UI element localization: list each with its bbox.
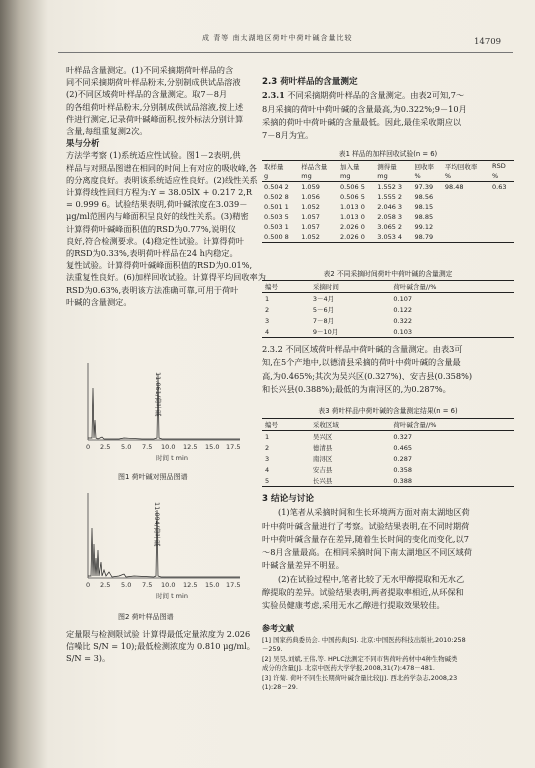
- table-row: [262, 304, 514, 315]
- table-cell: 1.057: [301, 213, 320, 221]
- tick-label: 2.5: [100, 581, 111, 589]
- column-header: 加入量: [340, 162, 360, 171]
- table-cell: 2: [265, 305, 270, 314]
- table-row: [262, 232, 514, 243]
- text-line: 叶中荷叶碱含量进行了考察。试验结果表明,在不同时期荷: [262, 520, 470, 531]
- section-heading: 果与分析: [66, 138, 100, 149]
- table-2: [262, 280, 514, 338]
- references-list: [262, 636, 518, 692]
- tick-label: 10.0: [161, 443, 176, 451]
- table-cell: 0.327: [393, 432, 413, 441]
- tick-label: 12.5: [183, 581, 198, 589]
- text-line: 同不同采摘期荷叶样品粉末,分别制成供试品溶液: [66, 77, 241, 88]
- table-cell: 1: [265, 432, 270, 441]
- text-line: S/N = 3)。: [66, 653, 111, 664]
- table-cell: 4: [265, 465, 270, 474]
- table-cell: 98.48: [444, 183, 464, 191]
- text-line: 的分离度良好。表明该系统适应性良好。(2)线性关系: [66, 174, 258, 185]
- table-cell: 德清县: [312, 444, 333, 452]
- text-line: 叶样品含量测定。(1)不同采摘期荷叶样品的含: [66, 65, 234, 75]
- table-cell: 0.506 5: [340, 183, 365, 191]
- table-row: [262, 442, 514, 453]
- page-number: 14709: [474, 37, 502, 47]
- figure-2-chromatogram: [64, 488, 248, 610]
- text-line: 叶中荷叶碱含量存在差异,随着生长时间的变化而变化,以7: [262, 533, 469, 544]
- column-unit: g: [264, 172, 269, 180]
- table-cell: 安吉县: [312, 466, 333, 474]
- column-header: 荷叶碱含量//%: [393, 421, 437, 429]
- table-cell: 1: [265, 294, 270, 303]
- column-header: RSD: [492, 162, 506, 170]
- subsection-number: 2.3.1: [262, 90, 285, 101]
- column-header: 回收率: [414, 162, 434, 171]
- tick-label: 15.0: [205, 443, 220, 451]
- column-header: 采摘时间: [312, 283, 339, 291]
- column-unit: %: [444, 172, 452, 180]
- references-heading: 参考文献: [262, 624, 294, 633]
- table-cell: 1.552 3: [377, 183, 403, 191]
- table-cell: 0.322: [393, 316, 413, 325]
- table-cell: [443, 222, 490, 232]
- table-cell: 98.85: [414, 213, 434, 221]
- table-cell: 2: [265, 443, 270, 452]
- text-line: 件进行测定,记录荷叶碱峰面积,按外标法分别计算: [66, 113, 244, 124]
- chromatogram-trace: [88, 510, 240, 577]
- text-line: 含量,每组重复测2次。: [66, 126, 148, 137]
- table-cell: 吴兴区: [312, 433, 333, 441]
- table-cell: 1.059: [301, 183, 320, 191]
- tick-label: 17.5: [226, 443, 241, 451]
- text-line: 定量限与检测限试验 计算得最低定量浓度为 2.026: [66, 629, 251, 639]
- table-cell: 0.287: [393, 454, 413, 463]
- table-cell: [443, 192, 490, 202]
- table-3-caption: 表3 荷叶样品中荷叶碱的含量测定结果(n = 6): [318, 407, 458, 415]
- peak-label: 11.094/荷叶碱: [153, 502, 161, 547]
- table-cell: 0.103: [393, 327, 413, 336]
- tick-label: 5.0: [121, 443, 132, 451]
- text-line: 高,为0.465%;其次为吴兴区(0.327%)、安吉县(0.358%): [262, 370, 473, 381]
- tick-label: 15.0: [205, 581, 220, 589]
- table-cell: 1.052: [301, 233, 320, 241]
- tick-label: 5.0: [121, 581, 132, 589]
- text-line: 计算得荷叶碱峰面积值的RSD为0.77%,说明仪: [66, 223, 236, 234]
- table-cell: 98.56: [414, 193, 434, 201]
- column-header: 编号: [265, 421, 278, 429]
- table-cell: 0.503 1: [264, 223, 289, 231]
- table-cell: 99.12: [414, 223, 434, 231]
- text-line: (1)笔者从采摘时间和生长环境两方面对南太湖地区荷: [278, 507, 470, 518]
- table-cell: [490, 202, 514, 212]
- table-cell: 1.555 2: [377, 193, 403, 201]
- table-cell: 3.065 2: [377, 223, 403, 231]
- table-cell: 1.013 0: [340, 203, 365, 211]
- table-cell: 5: [265, 476, 270, 485]
- table-cell: 0.358: [393, 465, 413, 474]
- table-cell: 1.052: [301, 203, 320, 211]
- table-row: [262, 464, 514, 475]
- text-line: 叶碱的含量测定。: [66, 296, 132, 307]
- figure-1-caption: 图1 荷叶碱对照品图谱: [118, 473, 188, 481]
- table-cell: 98.15: [414, 203, 434, 211]
- table-row: [262, 192, 514, 202]
- text-line: 醇提取的差异。试验结果表明,两者提取率相近,从环保和: [262, 587, 464, 598]
- table-cell: 0.503 5: [264, 213, 289, 221]
- text-line: RSD为0.63%,表明该方法准确可靠,可用于荷叶: [66, 284, 239, 295]
- reference-item: －259.: [262, 645, 283, 654]
- table-cell: 1.056: [301, 193, 320, 201]
- table-row: [262, 222, 514, 232]
- text-line: μg/ml范围内与峰面积呈良好的线性关系。(3)精密: [66, 211, 249, 222]
- column-header: 采收区域: [312, 421, 339, 429]
- table-cell: 0.465: [393, 443, 413, 452]
- text-line: 信噪比 S/N = 10);最低检测浓度为 0.810 μg/ml。: [66, 641, 255, 652]
- text-line: (2)在试验过程中,笔者比较了无水甲醇提取和无水乙: [278, 573, 465, 584]
- table-cell: 7－8月: [312, 317, 335, 325]
- left-column-bottom-text: [66, 628, 255, 665]
- left-column-top-text: [66, 64, 266, 308]
- table-cell: 1.057: [301, 223, 320, 231]
- tick-label: 10.0: [161, 581, 176, 589]
- table-cell: 5－6月: [312, 306, 335, 314]
- table-3: [262, 418, 514, 487]
- header-rule: [58, 52, 513, 53]
- table-cell: 0.506 5: [340, 193, 365, 201]
- column-unit: %: [492, 172, 499, 180]
- table-cell: 0.500 8: [264, 233, 289, 241]
- table-cell: [443, 212, 490, 222]
- text-line: 2.3.2 不同区域荷叶样品中荷叶碱的含量测定。由表3可: [262, 344, 463, 354]
- x-tick-labels: [86, 581, 240, 589]
- column-unit: %: [414, 172, 421, 180]
- table-row: [262, 315, 514, 326]
- tick-label: 7.5: [142, 443, 153, 451]
- text-line: 和长兴县(0.388%);最低的为南浔区的,为0.287%。: [262, 383, 451, 394]
- text-line: ～8月含量最高。在相同采摘时间下南太湖地区不同区域荷: [262, 547, 472, 558]
- reference-item: [1] 国家药典委员会. 中国药典[S]. 北京:中国医药科技出版社,2010:258: [262, 636, 466, 644]
- column-header: 荷叶碱含量//%: [393, 283, 437, 291]
- figure-1-chromatogram: [64, 358, 248, 473]
- table-cell: [443, 202, 490, 212]
- table-cell: 0.388: [393, 476, 413, 485]
- text-line: 知,在5个产地中,以德清县采摘的荷叶中荷叶碱的含量最: [262, 357, 461, 368]
- table-cell: 2.026 0: [340, 233, 365, 241]
- table-cell: 9－10月: [312, 328, 339, 336]
- x-tick-labels: [86, 443, 240, 451]
- table-cell: [490, 232, 514, 243]
- section-heading: 2.3 荷叶样品的含量测定: [262, 77, 358, 87]
- column-unit: mg: [301, 172, 312, 180]
- table-cell: [490, 222, 514, 232]
- text-line: 复性试验。计算得荷叶碱峰面积值的RSD为0.01%,: [66, 260, 253, 271]
- table-1: [262, 160, 514, 243]
- tick-label: 7.5: [142, 581, 153, 589]
- table-cell: 3－4月: [312, 295, 335, 303]
- text-line: 方法学考察 (1)系统适应性试验。图1－2表明,供: [66, 150, 241, 161]
- table-cell: 0.501 1: [264, 203, 289, 211]
- table-cell: 2.058 3: [377, 213, 403, 221]
- table-row: [262, 202, 514, 212]
- text-line: 7－8月为宜。: [262, 130, 314, 141]
- column-unit: mg: [340, 172, 351, 180]
- text-line: 采摘的荷叶中荷叶碱的含量最低。因此,最佳采收期应以: [262, 116, 462, 127]
- table-row: [262, 182, 514, 193]
- tick-label: 12.5: [183, 443, 198, 451]
- table-row: [262, 293, 514, 305]
- section-heading: 3 结论与讨论: [262, 494, 314, 504]
- table-cell: 0.504 2: [264, 183, 289, 191]
- running-header: 成 青等 南太湖地区荷叶中荷叶碱含量比较: [202, 34, 353, 42]
- table-cell: 0.122: [393, 305, 413, 314]
- table-row: [262, 475, 514, 487]
- text-line: 8月采摘的荷叶中荷叶碱的含量最高,为0.322%;9－10月: [262, 103, 467, 114]
- text-line: 法重复性良好。(6)加样回收试验。计算得平均回收率为: [66, 272, 266, 283]
- section-2-3: [262, 76, 518, 142]
- tick-label: 2.5: [100, 443, 111, 451]
- reference-item: [3] 许菊. 荷叶不同生长期荷叶碱含量比较[J]. 西北药学杂志,2008,23: [262, 673, 458, 682]
- table-2-caption: 表2 不同采摘时间荷叶中荷叶碱的含量测定: [323, 270, 453, 278]
- x-axis-label: 时间 t min: [156, 454, 188, 462]
- column-header: 样品含量: [301, 162, 328, 171]
- table-cell: 长兴县: [312, 477, 333, 485]
- tick-label: 0: [86, 443, 91, 451]
- table-cell: 0.502 8: [264, 193, 289, 201]
- text-line: 实验员健康考虑,采用无水乙醇进行提取效果较佳。: [262, 600, 445, 611]
- column-unit: mg: [377, 172, 388, 180]
- table-cell: 1.013 0: [340, 213, 365, 221]
- table-cell: 3: [265, 454, 270, 463]
- table-cell: 98.79: [414, 233, 434, 241]
- section-2-3-2: [262, 343, 518, 396]
- table-cell: 97.39: [414, 183, 434, 191]
- column-header: 取样量: [264, 162, 284, 171]
- text-line: 的RSD为0.33%,表明荷叶样品在24 h内稳定。: [66, 248, 238, 259]
- table-cell: 3: [265, 316, 270, 325]
- reference-item: 成分的含量[J]. 北京中医药大学学报,2008,31(7):478－481.: [262, 664, 435, 673]
- table-cell: [490, 212, 514, 222]
- table-cell: [443, 232, 490, 243]
- table-cell: 0.107: [393, 294, 413, 303]
- text-line: 样品与对照品图谱在相同的时间上有对应的吸收峰,各: [66, 162, 257, 173]
- table-cell: 3.053 4: [377, 233, 403, 241]
- table-cell: 2.026 0: [340, 223, 365, 231]
- text-span: 不同采摘期荷叶样品的含量测定。由表2可知,7～: [284, 90, 465, 101]
- table-cell: 4: [265, 327, 270, 336]
- x-axis-label: 时间 t min: [156, 592, 188, 600]
- table-cell: 0.63: [492, 183, 507, 191]
- text-line: [262, 89, 518, 102]
- table-row: [262, 431, 514, 443]
- chromatogram-trace: [88, 374, 240, 439]
- table-row: [262, 326, 514, 338]
- reference-item: (1):28－29.: [262, 683, 298, 692]
- text-line: 的各组荷叶样品粉末,分别制成供试品溶液,按上述: [66, 101, 244, 112]
- text-line: 良好,符合检测要求。(4)稳定性试验。计算得荷叶: [66, 235, 244, 246]
- section-3: [262, 493, 518, 613]
- table-cell: [490, 192, 514, 202]
- table-row: [262, 212, 514, 222]
- table-1-caption: 表1 样品的加样回收试验(n = 6): [338, 150, 438, 158]
- column-header: 平均回收率: [444, 162, 478, 171]
- column-header: 测得量: [377, 162, 397, 171]
- tick-label: 17.5: [226, 581, 241, 589]
- text-line: 叶碱含量差异不明显。: [262, 560, 344, 571]
- table-cell: 2.046 3: [377, 203, 403, 211]
- table-cell: 南浔区: [312, 455, 333, 463]
- text-line: 计算得线性回归方程为:Y = 38.05lX + 0.217 2,R: [66, 187, 253, 198]
- column-header: 编号: [265, 283, 278, 291]
- text-line: (2)不同区域荷叶样品的含量测定。取7－8月: [66, 89, 228, 100]
- tick-label: 0: [86, 581, 91, 589]
- table-row: [262, 453, 514, 464]
- text-line: = 0.999 6。试验结果表明,荷叶碱浓度在3.039－: [66, 199, 248, 210]
- reference-item: [2] 吴昊,刘斌,王伟,等. HPLC法测定不同市售荷叶药材中4种生物碱类: [262, 654, 458, 663]
- figure-2-caption: 图2 荷叶样品图谱: [118, 613, 174, 621]
- peak-label: 11.061/荷叶碱: [154, 372, 162, 417]
